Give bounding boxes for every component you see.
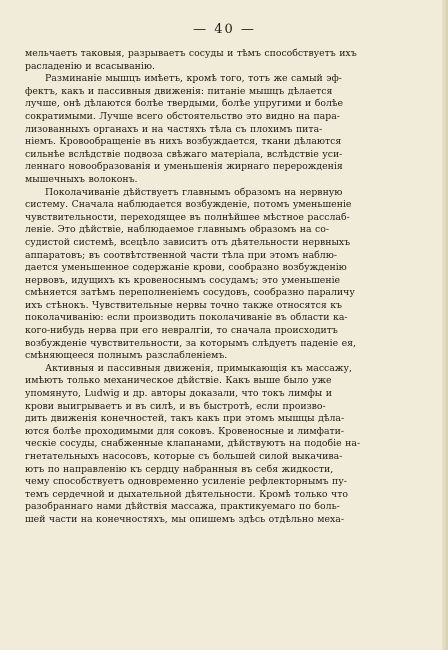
paragraph-3: Поколачиваніе дѣйствуетъ главнымъ образомъ на нервную систему. Сначала наблюдается возбужденіе, потомъ уменьшеніе чувствительности, переходящее въ полнѣйшее мѣстное расслаб- леніе. Это дѣйствіе, наблюдаемое главнымъ образомъ на со- судистой системѣ, всецѣло зависитъ отъ дѣятельности нервныхъ аппаратовъ; въ соотвѣтственной части тѣла при этомъ наблю- дается уменьшенное содержаніе крови, сообразно возбужденію нервовъ, идущихъ къ кровеноснымъ сосудамъ; это уменьшеніе смѣняется затѣмъ переполненіемъ сосудовъ, сообразно параличу ихъ стѣнокъ. Чувствительные нервы точно также относятся къ поколачиванію: если производить поколачиваніе въ области ка- кого-нибудь нерва при его невралгіи, то сначала происходитъ возбужденіе чувствительности, за которымъ слѣдуетъ паденіе ея, смѣняющееся полнымъ разслабленіемъ. (25, 186, 357, 362)
paragraph-4: Активныя и пассивныя движенія, примыкающія къ массажу, имѣютъ только механическое дѣйствіе. Какъ выше было уже упомянуто, Ludwig и др. авторы доказали, что токъ лимфы и крови выигрываетъ и въ силѣ, и въ быстротѣ, если произво- дить движенія конечностей, такъ какъ при этомъ мышцы дѣла- ются болѣе проходимыми для соковъ. Кровеносные и лимфати- ческіе сосуды, снабженные клапанами, дѣйствуютъ на подобіе на- гнетательныхъ насосовъ, которые съ большей силой выкачива- ютъ по направленію къ сердцу набранныя въ себя жидкости, чему способствуетъ одновременно усиленіе рефлекторнымъ пу- темъ сердечной и дыхательной дѣятельности. Кромѣ только что разобраннаго нами дѣйствія массажа, практикуемаго по боль- шей части на конечностяхъ, мы опишемъ здѣсь отдѣльно меха- (25, 362, 361, 525)
paragraph-2: Разминаніе мышцъ имѣетъ, кромѣ того, тотъ же самый эф- фектъ, какъ и пассивныя движенія: питаніе мышцъ дѣлается лучше, онѣ дѣлаются болѣе твердыми, болѣе упругими и болѣе сократимыми. Лучше всего обстоятельство это видно на пара- лизованныхъ органахъ и на частяхъ тѣла съ плохимъ пита- ніемъ. Кровообращеніе въ нихъ возбуждается, ткани дѣлаются сильнѣе вслѣдствіе подвоза свѣжаго матеріала, вслѣдствіе уси- леннаго новообразованія и уменьшенія жирнаго перерожденія мышечныхъ волоконъ. (25, 73, 344, 185)
page-number: — 40 — (193, 22, 256, 37)
paragraph-1: мельчаетъ таковыя, разрываетъ сосуды и тѣмъ способствуетъ ихъ расладенію и всасыванію. (25, 48, 357, 72)
page-edge (442, 0, 448, 650)
